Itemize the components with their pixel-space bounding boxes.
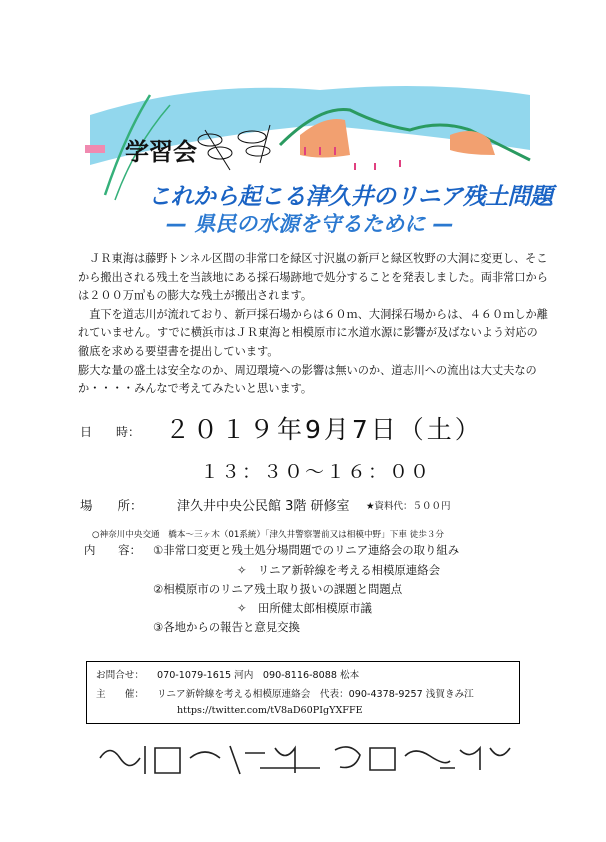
content-label: 内 容： — [84, 543, 141, 557]
material-fee: ★資料代：５００円 — [366, 501, 451, 512]
twitter-link[interactable]: https://twitter.com/tV8aD60PIgYXFFE — [177, 705, 363, 716]
content-item: ②相模原市のリニア残土取り扱いの課題と問題点 — [153, 582, 403, 596]
contact-box — [86, 661, 520, 724]
event-subtitle: — 県民の水源を守るために — — [166, 212, 454, 236]
place-value: 津久井中央公民館 3階 研修室 — [177, 499, 350, 514]
description — [78, 250, 548, 399]
content-item: ③各地からの報告と意見交換 — [153, 620, 300, 634]
study-session-badge: 学習会 — [125, 138, 197, 166]
event-title: これから起こる津久井のリニア残土問題 — [148, 184, 553, 210]
content-item: ✧ 田所健太郎相模原市議 — [237, 601, 372, 615]
access-info: ○神奈川中央交通 橋本～三ヶ木（01系統）「津久井警察署前又は相模中野」下車 徒歩３分 — [92, 530, 445, 540]
description-paragraph: 直下を道志川が流れており、新戸採石場からは６０ｍ、大洞採石場からは、４６０ｍしか離れていません。すでに横浜市はＪＲ東海と相模原市に水道水源に影響が及ばないよう対応の徹底を求める要望書を提出しています。 — [78, 307, 548, 358]
description-paragraph: ＪＲ東海は藤野トンネル区間の非常口を緑区寸沢嵐の新戸と緑区牧野の大洞に変更し、そこから搬出される残土を当該地にある採石場跡地で処分することを発表しました。両非常口からは２００万㎥もの膨大な残土が搬出されます。 — [78, 252, 548, 303]
event-date: ２０１９年9月7日（土） — [165, 415, 483, 444]
event-time: １３：３０～１６：００ — [200, 461, 432, 483]
date-label: 日 時： — [80, 425, 141, 439]
host-label: 主 催： — [96, 689, 144, 700]
content-item: ✧ リニア新幹線を考える相模原連絡会 — [237, 563, 440, 577]
inquiry-label: お問合せ： — [96, 670, 144, 681]
host-info: リニア新幹線を考える相模原連絡会 代表：090-4378-9257 浅賀きみ江 — [157, 689, 474, 700]
description-paragraph: 膨大な量の盛土は安全なのか、周辺環境への影響は無いのか、道志川への流出は大丈夫なのか・・・・みんなで考えてみたいと思います。 — [78, 363, 537, 396]
hand-drawn-footer-decoration — [95, 738, 515, 780]
inquiry-phones: 070-1079-1615 河内 090-8116-8088 松本 — [157, 670, 360, 681]
place-label: 場 所： — [80, 498, 143, 513]
content-item: ①非常口変更と残土処分場問題でのリニア連絡会の取り組み — [153, 543, 460, 557]
